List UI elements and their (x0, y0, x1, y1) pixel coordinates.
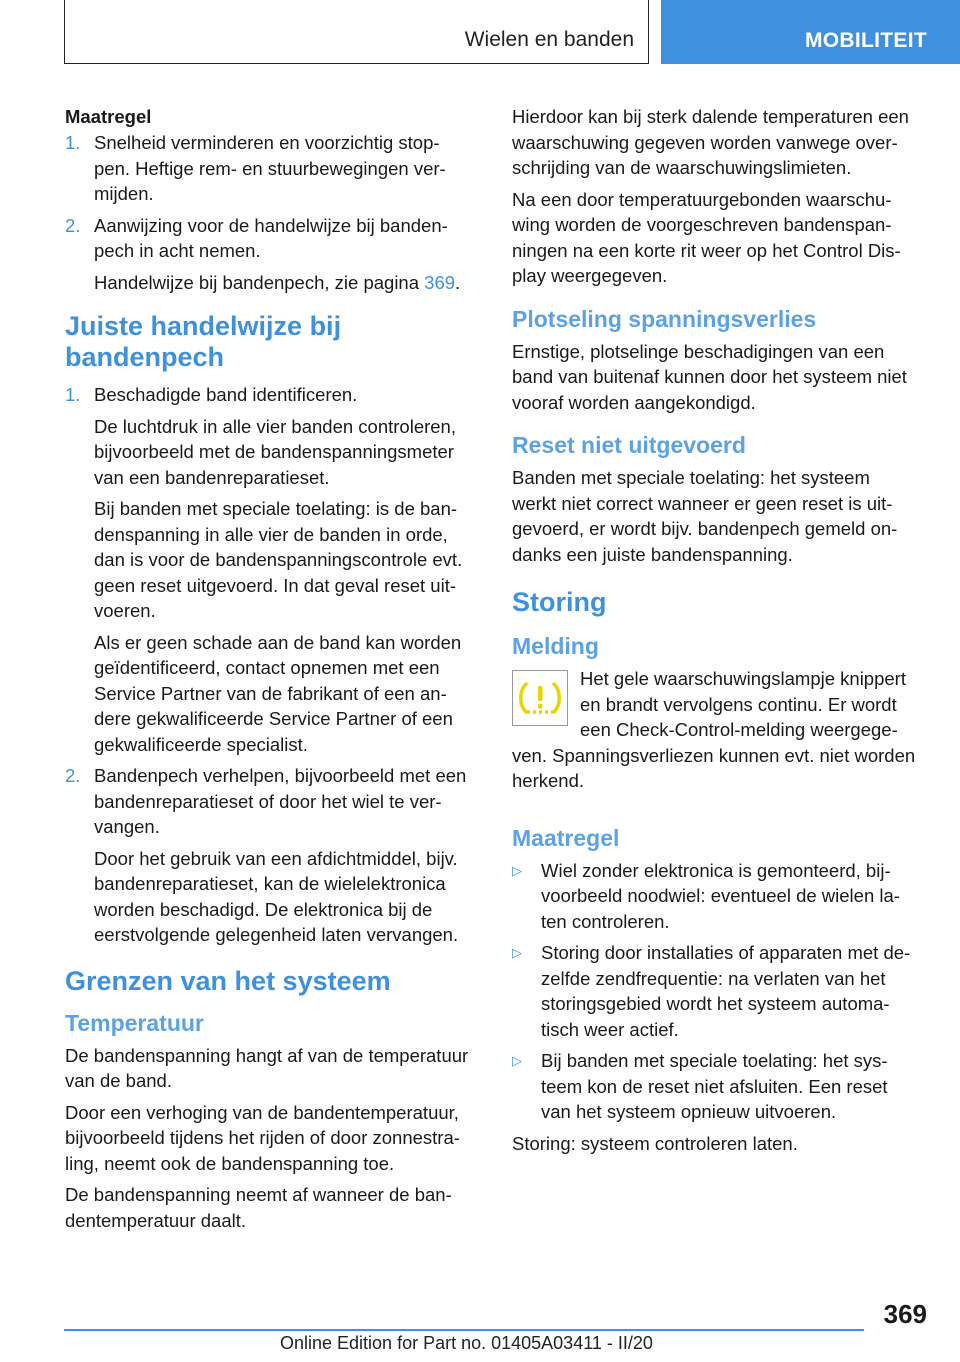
bullet-item: ▷ Wiel zonder elektronica is gemonteerd, bij- voorbeeld noodwiel: eventueel de wielen la- ten controleren. (512, 859, 900, 932)
triangle-bullet-icon: ▷ (512, 1053, 522, 1068)
step-1: 1. Beschadigde band identificeren. De luchtdruk in alle vier banden controleren, bijvoorbeeld met de bandenspanningsmeter van een bandenreparatieset. Bij banden met speciale toelating: is de ban- denspanning in alle vier de banden in orde, dan is voor de bandenspanningscontrole evt. geen reset uitgevoerd. In dat geval reset uit- voeren. Als er geen schade aan de band kan worden geïdentificeerd, contact opnemen met een Service Partner van de fabrikant of een an- dere gekwalificeerde Service Partner of een gekwalificeerde specialist. (65, 384, 463, 755)
step-number: 1. (65, 384, 81, 405)
header-chapter-title: MOBILITEIT (805, 29, 927, 52)
step-1: 1. Snelheid verminderen en voorzichtig stop- pen. Heftige rem- en stuurbewegingen ver- mijden. (65, 132, 446, 204)
step-2: 2. Aanwijzing voor de handelwijze bij banden- pech in acht nemen. Handelwijze bij bandenpech, zie pagina 369. (65, 213, 483, 296)
right-paragraph-1: Hierdoor kan bij sterk dalende temperaturen een waarschuwing gegeven worden vanwege over- schrijding van de waarschuwingslimieten. (512, 106, 909, 178)
step-number: 2. (65, 214, 81, 236)
handelwijze-steps (65, 382, 483, 948)
footer-edition: Online Edition for Part no. 01405A03411 - II/20 (280, 1333, 653, 1353)
header-chapter-box (661, 0, 960, 64)
page-reference: Handelwijze bij bandenpech, zie pagina 369. (94, 271, 461, 293)
heading-plotseling: Plotseling spanningsverlies (512, 305, 817, 332)
temp-paragraph-3: De bandenspanning neemt af wanneer de ban- dentemperatuur daalt. (65, 1184, 452, 1231)
temp-paragraph-2: Door een verhoging van de bandentemperatuur, bijvoorbeeld tijdens het rijden of door zonnestra- ling, neemt ook de bandenspanning toe. (65, 1101, 460, 1174)
right-paragraph-2: Na een door temperatuurgebonden waarschu- wing worden de voorgeschreven bandenspan- ningen na een korte rit weer op het Control Dis- play weergegeven. (512, 188, 901, 286)
maatregel-steps (65, 130, 483, 295)
heading-melding: Melding (512, 633, 599, 659)
reset-paragraph: Banden met speciale toelating: het systeem werkt niet correct wanneer er geen reset is uit- gevoerd, er wordt bijv. bandenpech gemeld on- danks een juiste bandenspanning. (512, 467, 898, 565)
heading-reset: Reset niet uitgevoerd (512, 432, 746, 458)
heading-juiste-handelwijze: Juiste handelwijze bij bandenpech (65, 311, 342, 372)
melding-block (512, 666, 932, 800)
bullet-item: ▷ Storing door installaties of apparaten met de- zelfde zendfrequentie: na verlaten van het storingsgebied wordt het systeem automa- tisch weer actief. (512, 942, 911, 1040)
bullet-item: ▷ Bij banden met speciale toelating: het sys- teem kon de reset niet afsluiten. Een reset van het systeem opnieuw uitvoeren. (512, 1050, 888, 1122)
right-column (512, 104, 932, 1162)
closing-paragraph: Storing: systeem controleren laten. (512, 1132, 798, 1154)
tire-pressure-warning-icon (512, 670, 568, 726)
triangle-bullet-icon: ▷ (512, 862, 522, 878)
page-link-369[interactable]: 369 (424, 271, 456, 293)
heading-temperatuur: Temperatuur (65, 1009, 204, 1036)
maatregel-bullets (512, 858, 932, 1125)
temp-paragraph-1: De bandenspanning hangt af van de temperatuur van de band. (65, 1044, 469, 1091)
heading-grenzen: Grenzen van het systeem (65, 965, 391, 996)
triangle-bullet-icon: ▷ (512, 945, 522, 960)
heading-maatregel: Maatregel (512, 824, 620, 851)
step-2: 2. Bandenpech verhelpen, bijvoorbeeld met een bandenreparatieset of door het wiel te ver- vangen. Door het gebruik van een afdichtmiddel, bijv. bandenreparatieset, kan de wielelektronica worden beschadigd. De elektronica bij de eerstvolgende gelegenheid laten vervangen. (65, 765, 467, 945)
left-column (65, 104, 483, 1239)
melding-paragraph: Het gele waarschuwingslampje knippert en brandt vervolgens continu. Er wordt een Check-Control-melding weergege- ven. Spanningsverliezen kunnen evt. niet worden herkend. (512, 668, 916, 791)
footer-divider (64, 1329, 864, 1331)
header-section-title: Wielen en banden (464, 28, 634, 51)
maatregel-label: Maatregel (65, 106, 152, 127)
step-number: 2. (65, 765, 81, 786)
step-number: 1. (65, 132, 81, 153)
heading-storing: Storing (512, 587, 607, 617)
plotseling-paragraph: Ernstige, plotselinge beschadigingen van een band van buitenaf kunnen door het systeem niet vooraf worden aangekondigd. (512, 340, 907, 413)
page-number: 369 (883, 1299, 927, 1329)
